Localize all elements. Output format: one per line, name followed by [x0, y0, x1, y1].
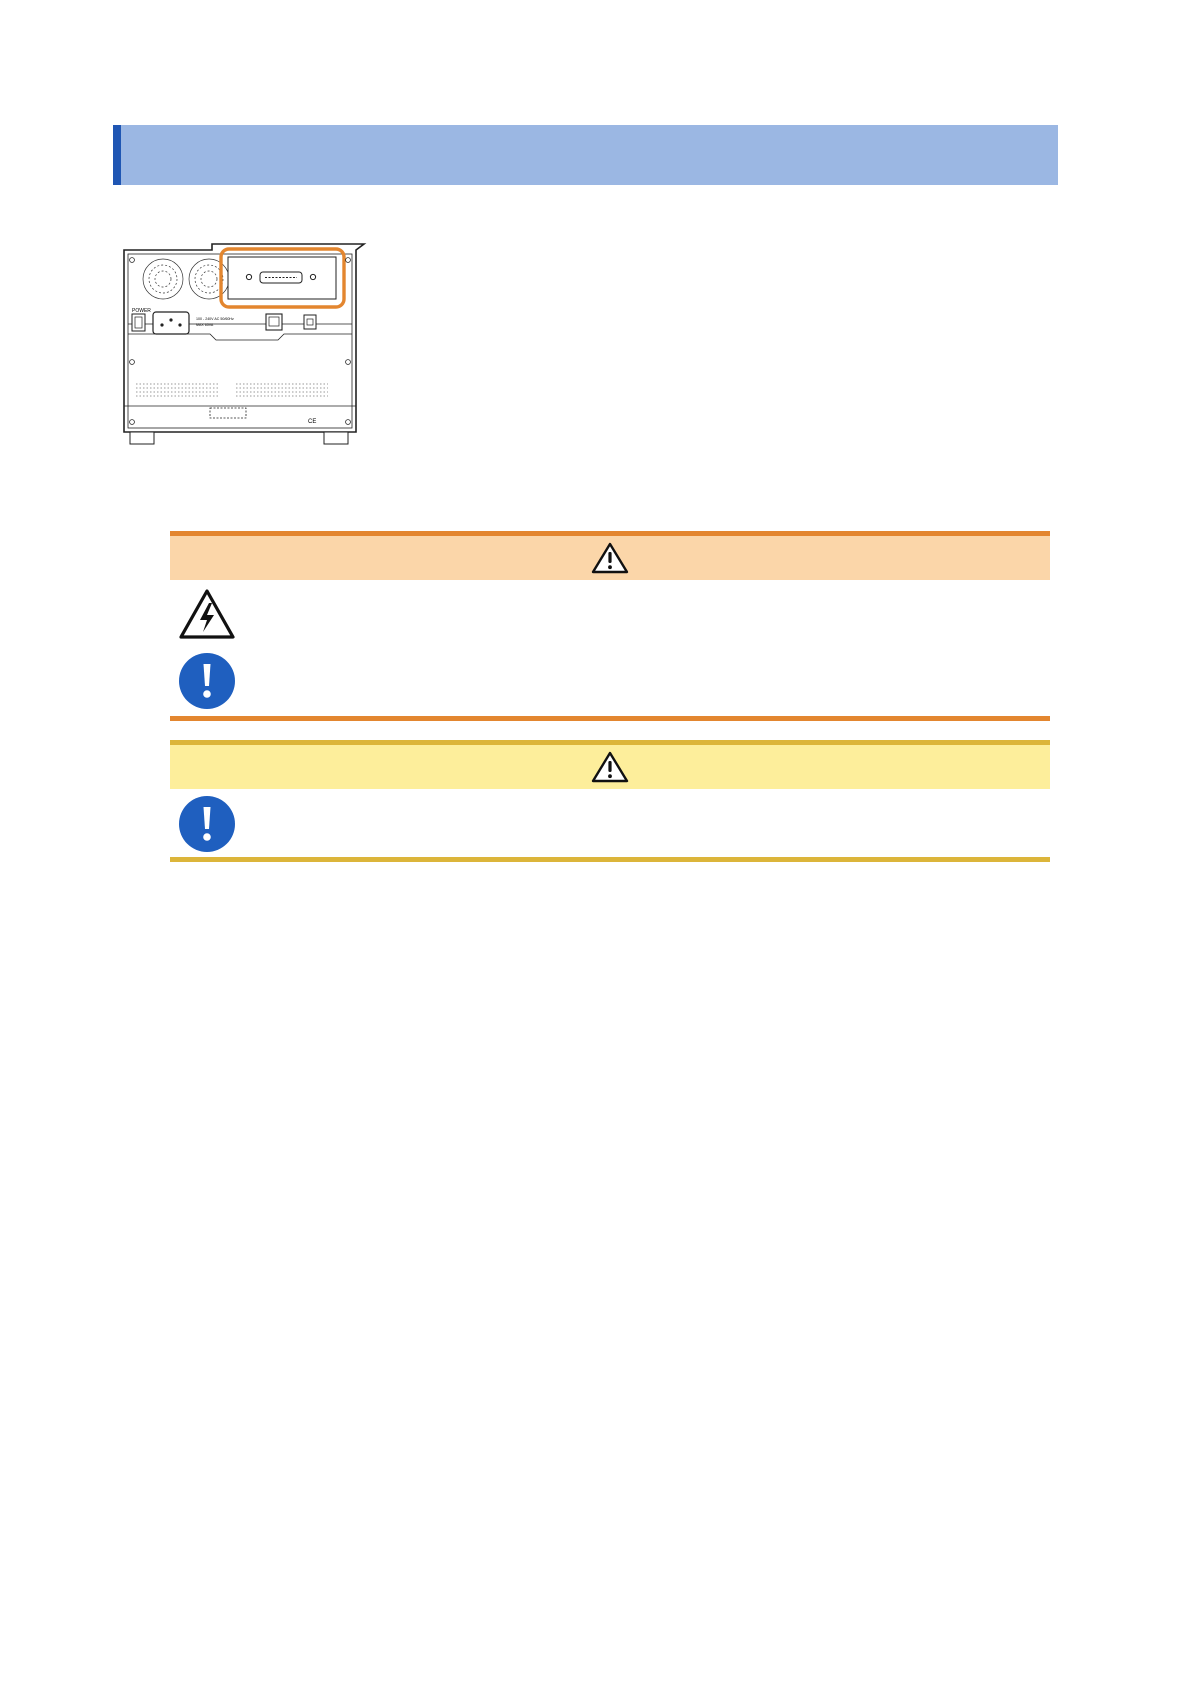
warning-body — [170, 580, 1050, 716]
caution-row-mandatory — [170, 789, 1050, 857]
caution-body — [170, 789, 1050, 857]
mandatory-action-icon — [178, 652, 236, 710]
section-header — [113, 125, 1058, 185]
voltage-label-2: MAX 65VA — [196, 323, 214, 327]
warning-triangle-icon — [590, 750, 630, 784]
warning-row-mandatory — [170, 648, 1050, 716]
warning-notice — [170, 531, 1050, 721]
power-label: POWER — [132, 308, 151, 314]
caution-header — [170, 745, 1050, 789]
electric-shock-icon — [178, 587, 236, 641]
caution-notice — [170, 740, 1050, 862]
ce-mark: CE — [308, 419, 317, 425]
voltage-label-1: 100 - 240V AC 50/60Hz — [196, 317, 234, 321]
warning-header — [170, 536, 1050, 580]
warning-row-electric-shock — [170, 580, 1050, 648]
warning-triangle-icon — [590, 541, 630, 575]
mandatory-action-icon — [178, 795, 236, 853]
device-rear-panel-figure — [118, 236, 370, 480]
